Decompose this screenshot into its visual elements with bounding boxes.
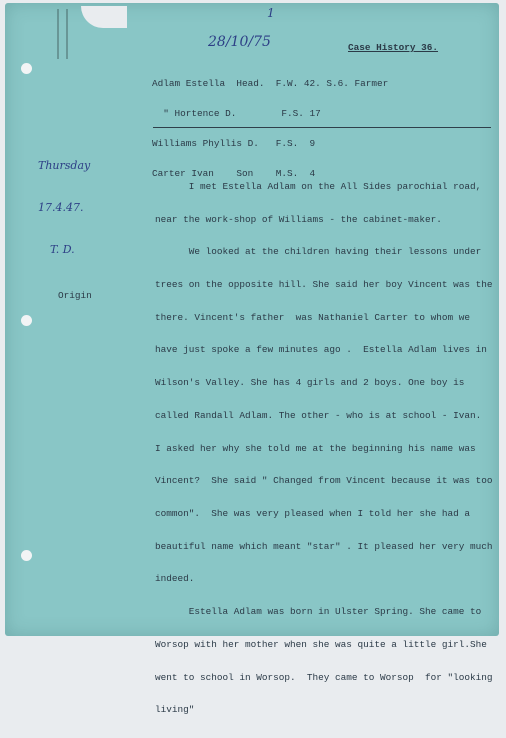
household-row: Carter Ivan Son M.S. 4: [152, 168, 316, 179]
household-row: " Hortence D. F.S. 17: [152, 108, 321, 119]
punch-hole: [21, 550, 32, 561]
household-row: Williams Phyllis D. F.S. 9: [152, 138, 316, 149]
margin-note: Thursday 17.4.47. T. D.: [38, 159, 91, 256]
fold-mark: [57, 9, 59, 59]
handwritten-date: 28/10/75: [208, 34, 271, 50]
divider-rule: [153, 127, 491, 128]
household-row: Adlam Estella Head. F.W. 42. S.6. Farmer: [152, 78, 389, 89]
punch-hole: [21, 315, 32, 326]
case-title: Case History 36.: [348, 42, 439, 53]
origin-label: Origin: [58, 290, 92, 301]
page-number-mark: 1: [267, 6, 275, 20]
fold-mark: [66, 9, 68, 59]
page-notch: [81, 6, 127, 28]
narrative-body: I met Estella Adlam on the All Sides parochial road, near the work-shop of Williams - the cabinet-maker. We looked at the children having their lessons under trees on the opposite hill. She said her boy Vincent was the there. Vincent's father was Nathaniel Carter to whom we have just spoke a few minutes ago . Estella Adlam lives in Wilson's Valley. She has 4 girls and 2 boys. One boy is called Randall Adlam. The other - who is at school - Ivan. I asked her why she told me at the beginning his name was Vincent? She said " Changed from Vincent because it was too common". She was very pleased when I told her she had a beautiful name which meant "star" . It pleased her very much indeed. Estella Adlam was born in Ulster Spring. She came to Worsop with her mother when she was quite a little girl.She went to school in Worsop. They came to Worsop for "looking living": [155, 180, 493, 716]
punch-hole: [21, 63, 32, 74]
document-page: [5, 3, 499, 716]
